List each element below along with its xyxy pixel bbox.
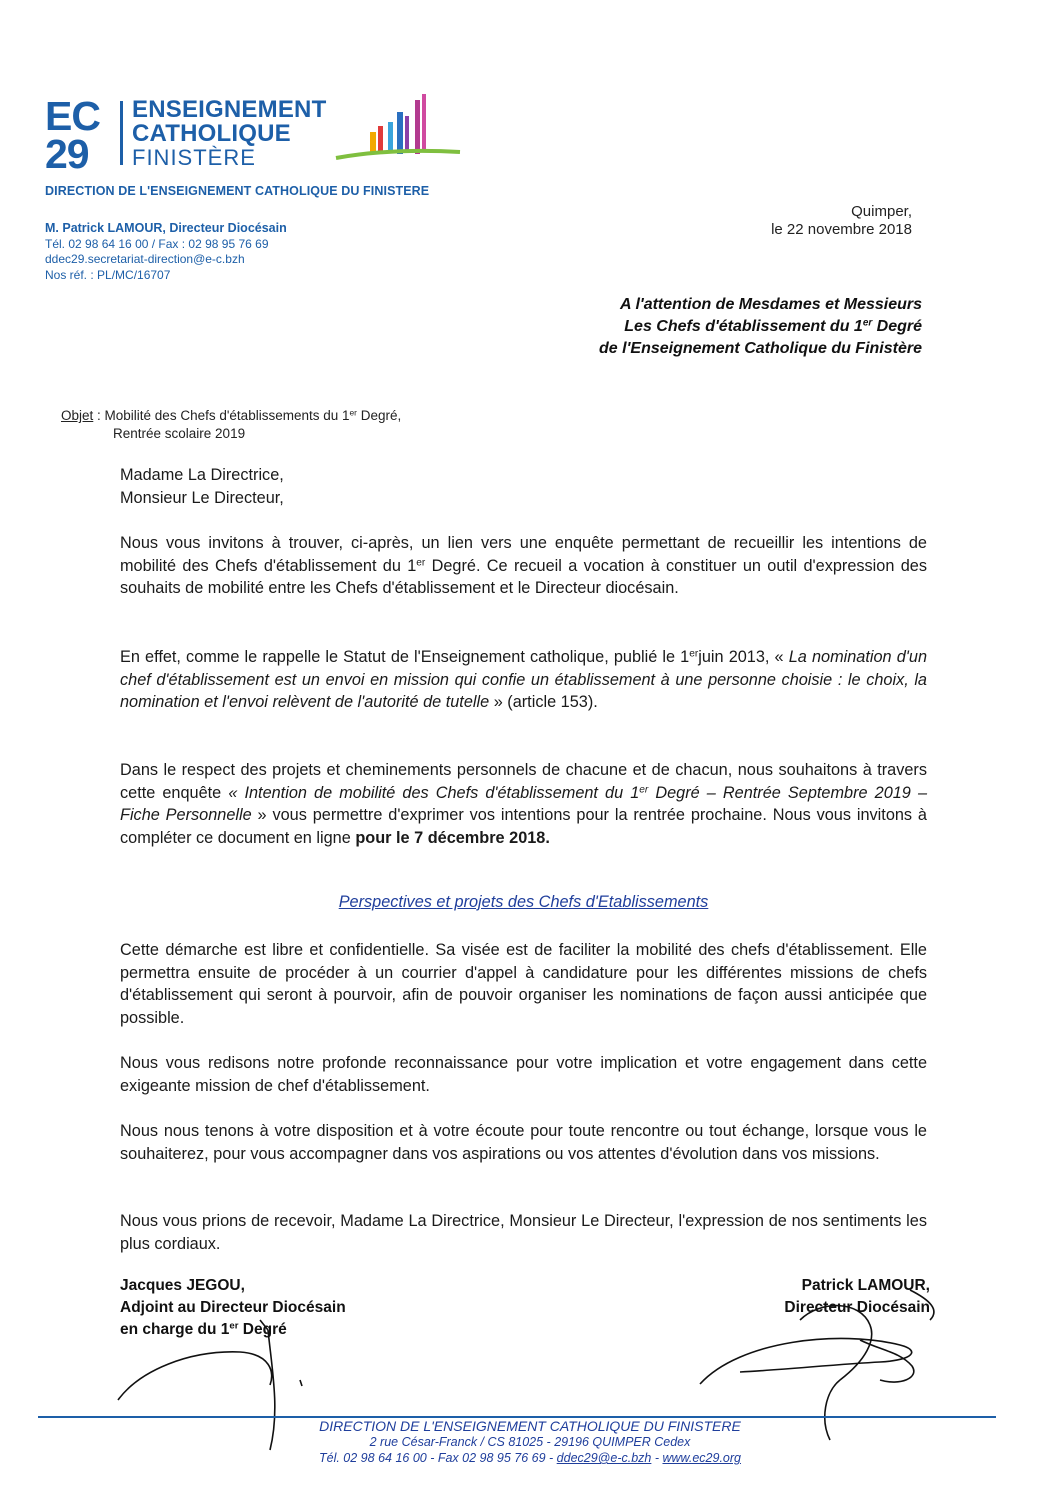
sender-block	[45, 221, 287, 284]
logo-ec-text: EC	[45, 93, 100, 139]
logo-number-text: 29	[45, 131, 89, 177]
recipient-line-2	[430, 316, 922, 338]
footer-email-link[interactable]: ddec29@e-c.bzh	[556, 1451, 652, 1465]
sender-phone: Tél. 02 98 64 16 00 / Fax : 02 98 95 76 69	[45, 236, 269, 251]
place-date	[700, 203, 912, 239]
ordinal-sup: er	[689, 648, 699, 660]
footer-address: 2 rue César-Franck / CS 81025 - 29196 QUIMPER Cedex	[369, 1435, 691, 1449]
sender-email[interactable]: ddec29.secretariat-direction@e-c.bzh	[45, 252, 245, 267]
footer-organization: DIRECTION DE L'ENSEIGNEMENT CATHOLIQUE DU FINISTERE	[319, 1418, 741, 1434]
paragraph-2	[120, 646, 927, 714]
footer-separator: -	[651, 1451, 663, 1465]
signature-right	[720, 1275, 930, 1319]
direction-heading: DIRECTION DE L'ENSEIGNEMENT CATHOLIQUE DU FINISTERE	[45, 184, 430, 198]
sender-name: M. Patrick LAMOUR, Directeur Diocésain	[45, 221, 287, 235]
subject-line-2: Rentrée scolaire 2019	[113, 426, 246, 441]
footer-contact	[180, 1450, 880, 1466]
logo-line-3: FINISTÈRE	[132, 145, 256, 170]
statute-quote: La nomination d'un chef d'établissement est un envoi en mission qui confie un établissement à une personne choisie : le choix, la nomination et l'envoi relèvent de l'autorité de tutelle	[120, 648, 927, 711]
deadline: pour le 7 décembre 2018.	[355, 828, 550, 847]
ordinal-sup: er	[862, 317, 873, 329]
paragraph-6: Nous nous tenons à votre disposition et à votre écoute pour toute rencontre ou tout échange, lorsque vous le souhaiterez, pour vous accompagner dans vos aspirations ou vos attentes d'évolution dans vos missions.	[120, 1122, 927, 1163]
paragraph-5: Nous vous redisons notre profonde reconnaissance pour votre implication et votre engagement dans cette exigeante mission de chef d'établissement.	[120, 1054, 927, 1095]
salutation	[120, 464, 284, 509]
left-charge-text: en charge du 1	[120, 1321, 230, 1338]
subject-text-end: Degré,	[356, 408, 402, 423]
left-signatory-charge	[120, 1319, 346, 1341]
paragraph-7: Nous vous prions de recevoir, Madame La Directrice, Monsieur Le Directeur, l'expression de nos sentiments les plus cordiaux.	[120, 1212, 927, 1253]
salutation-line-1: Madame La Directrice,	[120, 466, 284, 484]
recipient-line-2-end: Degré	[872, 318, 922, 335]
paragraph-1	[120, 532, 927, 600]
right-signatory-title: Directeur Diocésain	[784, 1299, 930, 1316]
city: Quimper,	[851, 203, 912, 220]
logo-line-2: CATHOLIQUE	[132, 120, 291, 147]
logo-ec29	[45, 93, 113, 177]
ordinal-sup: er	[639, 783, 649, 795]
recipient-block	[430, 294, 922, 360]
survey-title-b: Degré – Rentrée Septembre 2019 – Fiche Personnelle	[120, 783, 927, 824]
subject-text: : Mobilité des Chefs d'établissements du 1	[93, 408, 350, 423]
p2-text: En effet, comme le rappelle le Statut de l'Enseignement catholique, publié le 1	[120, 648, 690, 666]
logo-divider	[120, 101, 123, 165]
footer-phone-fax: Tél. 02 98 64 16 00 - Fax 02 98 95 76 69 -	[319, 1451, 557, 1465]
p1-text: Nous vous invitons à trouver, ci-après, un lien vers une enquête permettant de recueillir les intentions de mobilité des Chefs d'établissement du 1	[120, 534, 927, 575]
recipient-line-3: de l'Enseignement Catholique du Finistère	[599, 340, 922, 357]
subject-label: Objet	[61, 408, 94, 423]
recipient-line-2-text: Les Chefs d'établissement du 1	[624, 318, 863, 335]
p2-text-end: » (article 153).	[489, 693, 598, 711]
p3-text: Dans le respect des projets et cheminements personnels de chacune et de chacun, nous souhaitons à travers cette enquête	[120, 761, 927, 802]
p1-text-end: Degré. Ce recueil a vocation à constituer un outil d'expression des souhaits de mobilité entre les Chefs d'établissement et le Directeur diocésain.	[120, 556, 927, 597]
survey-link[interactable]: Perspectives et projets des Chefs d'Etablissements	[338, 893, 709, 911]
survey-title-a: « Intention de mobilité des Chefs d'établissement du 1	[228, 783, 640, 802]
p3-text-end: » vous permettre d'exprimer vos intentions pour la rentrée prochaine. Nous vous invitons à compléter ce document en ligne	[120, 806, 927, 847]
p2-text-mid: juin 2013, «	[698, 648, 789, 666]
ordinal-sup: er	[349, 407, 357, 418]
ordinal-sup: er	[229, 1320, 239, 1332]
left-signatory-name: Jacques JEGOU,	[120, 1277, 245, 1294]
subject-line-1	[61, 407, 401, 425]
recipient-line-1: A l'attention de Mesdames et Messieurs	[620, 296, 922, 313]
left-signatory-title: Adjoint au Directeur Diocésain	[120, 1299, 346, 1316]
ordinal-sup: er	[416, 556, 426, 568]
sender-reference: Nos réf. : PL/MC/16707	[45, 268, 171, 283]
paragraph-3	[120, 759, 927, 849]
left-charge-end: Degré	[238, 1321, 287, 1338]
paragraph-4: Cette démarche est libre et confidentielle. Sa visée est de faciliter la mobilité des chefs d'établissement. Elle permettra ensuite de procéder à un courrier d'appel à candidature pour les différentes missions de chefs d'établissement qui seront à pourvoir, afin de pouvoir organiser les nominations de façon aussi anticipée que possible.	[120, 941, 927, 1027]
salutation-line-2: Monsieur Le Directeur,	[120, 488, 284, 507]
signature-left	[120, 1275, 346, 1341]
logo-line-1: ENSEIGNEMENT	[132, 96, 327, 123]
letter-date: le 22 novembre 2018	[771, 221, 912, 238]
logo-wordmark	[132, 98, 326, 169]
footer-website-link[interactable]: www.ec29.org	[662, 1451, 741, 1465]
footer	[180, 1418, 880, 1466]
logo-candles-icon	[332, 92, 462, 164]
right-signatory-name: Patrick LAMOUR,	[801, 1277, 930, 1294]
subject-block	[61, 407, 401, 443]
